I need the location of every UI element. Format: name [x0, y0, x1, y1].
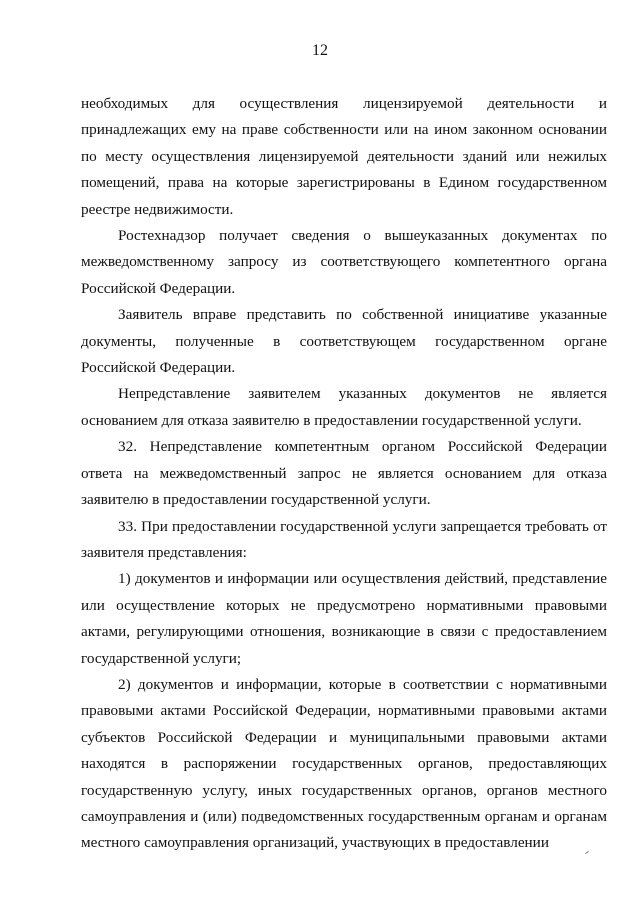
page-number: 12 [312, 42, 328, 59]
paragraph-item-32: 32. Непредставление компетентным органом Российской Федерации ответа на межведомственный запрос не является основанием для отказа заявителю в предоставлении государственной услуги. [81, 438, 607, 509]
paragraph-continuation: необходимых для осуществления лицензируемой деятельности и принадлежащих ему на праве собственности или на ином законном основании по месту осуществления лицензируемой деятельности зданий или нежилых помещений, права на которые зарегистрированы в Едином государственном реестре недвижимости. [81, 95, 607, 218]
paragraph-subitem-1: 1) документов и информации или осуществления действий, представление или осуществление которых не предусмотрено нормативными правовыми актами, регулирующими отношения, возникающие в связи с предоставлением государственной услуги; [81, 570, 607, 667]
paragraph-rostekhnadzor: Ростехнадзор получает сведения о вышеуказанных документах по межведомственному запросу из соответствующего компетентного органа Российской Федерации. [81, 227, 607, 297]
document-body [81, 91, 607, 857]
paragraph-subitem-2: 2) документов и информации, которые в соответствии с нормативными правовыми актами Российской Федерации, нормативными правовыми актами субъектов Российской Федерации и муниципальными правовыми актами находятся в распоряжении государственных органов, предоставляющих государственную услугу, иных государственных органов, органов местного самоуправления и (или) подведомственных государственным органам и органам местного самоуправления организаций, участвующих в предоставлении [81, 675, 607, 852]
paragraph-item-33: 33. При предоставлении государственной услуги запрещается требовать от заявителя представления: [81, 517, 607, 561]
paragraph-non-submission: Непредставление заявителем указанных документов не является основанием для отказа заявителю в предоставлении государственной услуги. [81, 385, 607, 429]
paragraph-applicant-right: Заявитель вправе представить по собственной инициативе указанные документы, полученные в соответствующем государственном органе Российской Федерации. [81, 306, 607, 377]
